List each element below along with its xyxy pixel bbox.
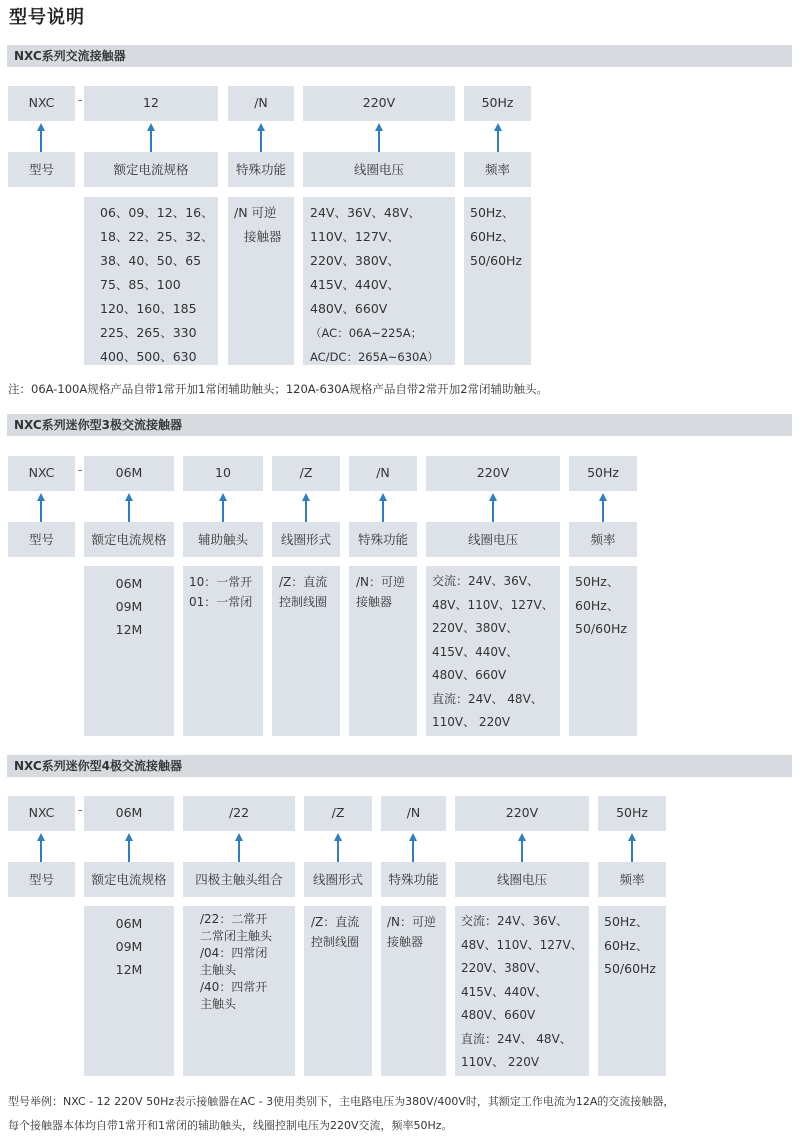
label-box-special: 特殊功能 (228, 152, 294, 187)
up-arrow-icon (517, 832, 527, 864)
detail-box-current (84, 197, 218, 365)
section-header-4-pole: NXC系列迷你型4极交流接触器 (7, 755, 792, 777)
detail-line: 50/60Hz (575, 621, 627, 636)
code-box-coil-type: /Z (304, 796, 372, 831)
detail-box-frequency (464, 197, 531, 365)
detail-line: 120、160、185 (100, 301, 197, 316)
detail-box-current (84, 566, 174, 736)
detail-line: 24V、36V、48V、 (310, 205, 421, 220)
label-box-current: 额定电流规格 (84, 152, 218, 187)
detail-line: 06M (115, 916, 143, 931)
code-box-frequency: 50Hz (598, 796, 666, 831)
up-arrow-icon (493, 122, 503, 154)
detail-box-voltage (455, 906, 589, 1076)
detail-line: 控制线圈 (311, 935, 360, 949)
detail-line: 220V、380V、 (310, 253, 400, 268)
detail-line: 110V、 220V (432, 715, 511, 729)
detail-line: 38、40、50、65 (100, 253, 202, 268)
detail-line: 225、265、330 (100, 325, 197, 340)
dash-separator: - (78, 463, 83, 477)
code-box-voltage: 220V (455, 796, 589, 831)
up-arrow-icon (36, 122, 46, 154)
detail-box-auxiliary (183, 566, 263, 736)
detail-line: 10：一常开 (189, 575, 253, 589)
detail-line: 09M (115, 939, 143, 954)
detail-line: 480V、660V (432, 668, 507, 682)
detail-line: 二常闭主触头 (200, 929, 273, 943)
detail-line: 50Hz、 (470, 205, 515, 220)
detail-line: 06M (115, 576, 143, 591)
label-box-special: 特殊功能 (349, 522, 417, 557)
code-box-current: 06M (84, 456, 174, 491)
detail-line: /N：可逆 (387, 915, 437, 929)
detail-line: 415V、440V、 (310, 277, 400, 292)
code-box-model: NXC (8, 796, 75, 831)
dash-separator: - (78, 93, 83, 107)
detail-line: 480V、660V (310, 301, 388, 316)
code-box-model: NXC (8, 456, 75, 491)
detail-box-coil-type (272, 566, 340, 736)
detail-line: /N：可逆 (356, 575, 406, 589)
label-box-auxiliary: 辅助触头 (183, 522, 263, 557)
detail-box-pole-combo (183, 906, 295, 1076)
detail-line: 110V、 220V (461, 1055, 540, 1069)
code-box-special: /N (381, 796, 446, 831)
code-box-model: NXC (8, 86, 75, 121)
detail-line: 48V、110V、127V、 (432, 597, 554, 612)
up-arrow-icon (378, 492, 388, 524)
detail-line: 60Hz、 (604, 937, 649, 953)
up-arrow-icon (256, 122, 266, 154)
detail-line: 18、22、25、32、 (100, 229, 214, 244)
up-arrow-icon (598, 492, 608, 524)
label-box-special: 特殊功能 (381, 862, 446, 897)
detail-line: 415V、440V、 (432, 644, 519, 659)
up-arrow-icon (301, 492, 311, 524)
label-box-coil-type: 线圈形式 (272, 522, 340, 557)
example-note-line-1: 型号举例：NXC - 12 220V 50Hz表示接触器在AC - 3使用类别下，主电路电压为380V/400V时，其额定工作电流为12A的交流接触器， (8, 1095, 675, 1108)
detail-line: 50/60Hz (604, 961, 656, 976)
detail-line: 01：一常闭 (189, 595, 253, 609)
label-box-voltage: 线圈电压 (303, 152, 455, 187)
detail-line: 415V、440V、 (461, 984, 548, 999)
up-arrow-icon (408, 832, 418, 864)
up-arrow-icon (36, 832, 46, 864)
up-arrow-icon (218, 492, 228, 524)
code-box-current: 12 (84, 86, 218, 121)
detail-line: 400、500、630 (100, 349, 197, 364)
detail-line: 接触器 (244, 229, 282, 244)
code-box-auxiliary: 10 (183, 456, 263, 491)
label-box-frequency: 频率 (598, 862, 666, 897)
detail-box-voltage (303, 197, 455, 365)
detail-line: 主触头 (200, 963, 237, 977)
detail-line: 12M (115, 622, 143, 637)
detail-line: 220V、380V、 (461, 961, 548, 975)
section-header-3-pole: NXC系列迷你型3极交流接触器 (7, 414, 792, 436)
detail-line: 50Hz、 (575, 574, 620, 589)
code-box-frequency: 50Hz (569, 456, 637, 491)
detail-line: 交流：24V、36V、 (432, 574, 539, 588)
up-arrow-icon (146, 122, 156, 154)
dash-separator: - (78, 803, 83, 817)
up-arrow-icon (627, 832, 637, 864)
detail-line: 主触头 (200, 997, 237, 1011)
detail-box-special (381, 906, 446, 1076)
label-box-current: 额定电流规格 (84, 522, 174, 557)
detail-box-frequency (598, 906, 666, 1076)
detail-line: 控制线圈 (279, 595, 328, 609)
detail-line: 75、85、100 (100, 277, 181, 292)
detail-box-frequency (569, 566, 637, 736)
detail-line: 12M (115, 962, 143, 977)
label-box-frequency: 频率 (569, 522, 637, 557)
detail-line: /40：四常开 (200, 980, 268, 994)
detail-line: 50Hz、 (604, 914, 649, 929)
section-header-nxc: NXC系列交流接触器 (7, 45, 792, 67)
detail-line: 直流：24V、 48V、 (432, 691, 543, 706)
detail-line: 48V、110V、127V、 (461, 937, 583, 952)
detail-box-voltage (426, 566, 560, 736)
code-box-coil-type: /Z (272, 456, 340, 491)
code-box-voltage: 220V (303, 86, 455, 121)
detail-line: 220V、380V、 (432, 621, 519, 635)
detail-line: 60Hz、 (575, 597, 620, 613)
up-arrow-icon (234, 832, 244, 864)
up-arrow-icon (374, 122, 384, 154)
detail-line: /22：二常开 (200, 912, 268, 926)
label-box-current: 额定电流规格 (84, 862, 174, 897)
detail-line: /Z：直流 (279, 575, 328, 589)
detail-line: 09M (115, 599, 143, 614)
detail-box-special (349, 566, 417, 736)
label-box-frequency: 频率 (464, 152, 531, 187)
detail-box-coil-type (304, 906, 372, 1076)
label-box-voltage: 线圈电压 (426, 522, 560, 557)
detail-line: AC/DC：265A~630A） (310, 350, 439, 364)
detail-line: /Z：直流 (311, 915, 360, 929)
detail-line: （AC：06A~225A； (310, 326, 423, 340)
detail-line: 110V、127V、 (310, 229, 400, 244)
detail-line: 50/60Hz (470, 253, 522, 268)
code-box-pole-combo: /22 (183, 796, 295, 831)
label-box-voltage: 线圈电压 (455, 862, 589, 897)
label-box-pole-combo: 四极主触头组合 (183, 862, 295, 897)
footnote: 注：06A-100A规格产品自带1常开加1常闭辅助触头；120A-630A规格产品自带2常开加2常闭辅助触头。 (8, 382, 549, 396)
detail-line: 直流：24V、 48V、 (461, 1031, 572, 1046)
detail-line: 480V、660V (461, 1008, 536, 1022)
code-box-frequency: 50Hz (464, 86, 531, 121)
detail-line: 接触器 (356, 595, 393, 609)
detail-line: /N 可逆 (234, 205, 277, 220)
code-box-current: 06M (84, 796, 174, 831)
code-box-special: /N (228, 86, 294, 121)
detail-line: 交流：24V、36V、 (461, 914, 568, 928)
label-box-model: 型号 (8, 862, 75, 897)
label-box-model: 型号 (8, 152, 75, 187)
detail-box-current (84, 906, 174, 1076)
up-arrow-icon (36, 492, 46, 524)
up-arrow-icon (124, 832, 134, 864)
code-box-special: /N (349, 456, 417, 491)
page-title: 型号说明 (9, 7, 85, 28)
up-arrow-icon (333, 832, 343, 864)
label-box-model: 型号 (8, 522, 75, 557)
detail-box-special (228, 197, 294, 365)
up-arrow-icon (124, 492, 134, 524)
detail-line: 接触器 (387, 935, 424, 949)
example-note-line-2: 每个接触器本体均自带1常开和1常闭的辅助触头，线圈控制电压为220V交流，频率50Hz。 (8, 1119, 453, 1132)
code-box-voltage: 220V (426, 456, 560, 491)
detail-line: 60Hz、 (470, 229, 515, 244)
label-box-coil-type: 线圈形式 (304, 862, 372, 897)
up-arrow-icon (488, 492, 498, 524)
detail-line: 06、09、12、16、 (100, 205, 214, 220)
detail-line: /04：四常闭 (200, 946, 268, 960)
